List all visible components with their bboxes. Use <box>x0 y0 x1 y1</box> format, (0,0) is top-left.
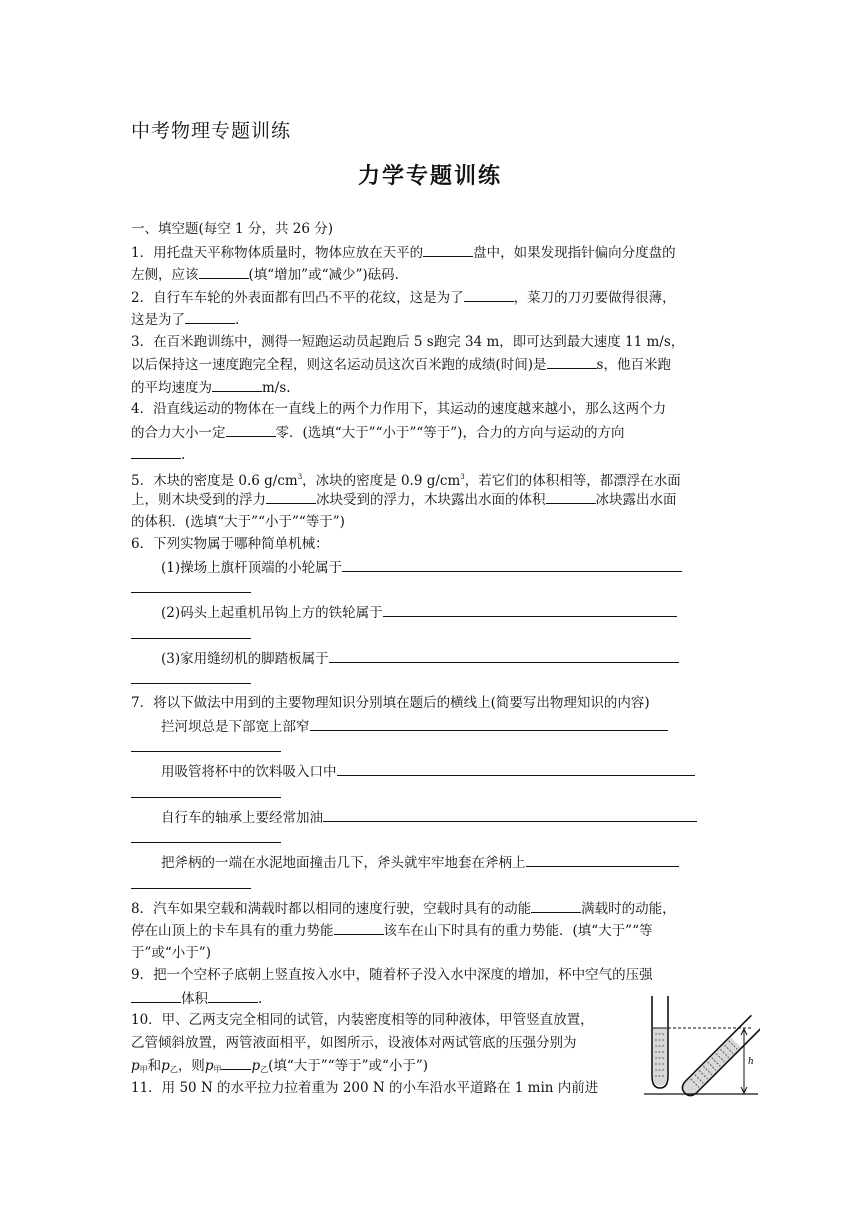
test-tubes-figure <box>642 994 760 1098</box>
answer-line <box>342 556 682 572</box>
q11-line1: 11．用 50 N 的水平拉力拉着重为 200 N 的小车沿水平道路在 1 min 内前进 <box>131 1079 599 1096</box>
answer-blank <box>221 1054 251 1070</box>
q5-line2: 上，则木块受到的浮力 冰块受到的浮力，木块露出水面的体积 冰块露出水面 <box>131 488 731 511</box>
q8-line3: 于”或“小于”) <box>131 944 211 961</box>
height-label: h <box>748 1057 754 1067</box>
answer-blank <box>423 241 473 257</box>
q7-item-4: 把斧柄的一端在水泥地面撞击几下，斧头就牢牢地套在斧柄上 <box>131 851 731 874</box>
q6-stem: 6．下列实物属于哪种简单机械： <box>131 536 329 552</box>
answer-blank <box>131 987 181 1003</box>
answer-line <box>526 851 679 867</box>
answer-line-continuation <box>131 874 251 889</box>
q4-line2: 的合力大小一定 零．(选填“大于”“小于”“等于”)，合力的方向与运动的方向 <box>131 421 731 444</box>
answer-blank <box>334 919 384 935</box>
q9-line2: 体积 . <box>131 987 731 1010</box>
document-body <box>131 218 731 1099</box>
q3-line2: 以后保持这一速度跑完全程，则这名运动员这次百米跑的成绩(时间)是 s，他百米跑 <box>131 353 731 376</box>
q4-line3: . <box>131 443 731 466</box>
answer-line <box>337 760 695 776</box>
q6-item-2: (2)码头上起重机吊钩上方的铁轮属于 <box>131 601 731 624</box>
q8-line2: 停在山顶上的卡车具有的重力势能 该车在山下时具有的重力势能．(填“大于”“等 <box>131 919 731 942</box>
answer-line <box>323 806 697 822</box>
q7-item-2: 用吸管将杯中的饮料吸入口中 <box>131 760 731 783</box>
answer-line-continuation <box>131 578 251 593</box>
q8-line1: 8．汽车如果空载和满载时都以相同的速度行驶，空载时具有的动能 满载时的动能， <box>131 897 731 920</box>
q10-line2: 乙管倾斜放置，两管液面相平，如图所示，设液体对两试管底的压强分别为 <box>131 1034 577 1051</box>
answer-line-continuation <box>131 624 251 639</box>
answer-line <box>310 715 668 731</box>
answer-line-continuation <box>131 828 281 843</box>
answer-blank <box>208 987 258 1003</box>
answer-line <box>329 647 679 663</box>
q1-line2: 左侧，应该 (填“增加”或“减少”)砝码. <box>131 263 731 286</box>
answer-blank <box>185 308 235 324</box>
vertical-tube <box>652 996 668 1088</box>
answer-blank <box>531 897 581 913</box>
answer-line-continuation <box>131 737 281 752</box>
q7-stem: 7．将以下做法中用到的主要物理知识分别填在题后的横线上(简要写出物理知识的内容) <box>131 695 650 711</box>
q7-item-3: 自行车的轴承上要经常加油 <box>131 806 731 829</box>
document-title: 力学专题训练 <box>357 164 502 189</box>
answer-line-continuation <box>131 783 281 798</box>
answer-line-continuation <box>131 669 251 684</box>
q4-line1: 4．沿直线运动的物体在一直线上的两个力作用下，其运动的速度越来越小，那么这两个力 <box>131 401 667 417</box>
answer-line <box>383 601 677 617</box>
answer-blank <box>464 286 514 302</box>
q6-item-1: (1)操场上旗杆顶端的小轮属于 <box>131 556 731 579</box>
height-arrow <box>741 1029 747 1093</box>
document-header: 中考物理专题训练 <box>131 120 292 142</box>
answer-blank <box>546 488 596 504</box>
section-heading: 一、填空题(每空 1 分，共 26 分) <box>131 221 333 237</box>
q7-item-1: 拦河坝总是下部宽上部窄 <box>131 715 731 738</box>
answer-blank <box>131 443 181 459</box>
q3-line1: 3．在百米跑训练中，测得一短跑运动员起跑后 5 s跑完 34 m，即可达到最大速度 11 m/s， <box>131 333 685 350</box>
answer-blank <box>266 488 316 504</box>
answer-blank <box>547 353 597 369</box>
q2-line2: 这是为了 . <box>131 308 731 331</box>
q9-line1: 9．把一个空杯子底朝上竖直按入水中，随着杯子没入水中深度的增加，杯中空气的压强 <box>131 967 653 983</box>
answer-blank <box>199 263 249 279</box>
q2-line1: 2．自行车车轮的外表面都有凹凸不平的花纹，这是为了 ，菜刀的刀刃要做得很薄， <box>131 286 731 309</box>
q3-line3: 的平均速度为 m/s. <box>131 376 731 399</box>
q6-item-3: (3)家用缝纫机的脚踏板属于 <box>131 647 731 670</box>
answer-blank <box>212 376 262 392</box>
answer-blank <box>226 421 276 437</box>
q5-line1: 5．木块的密度是 0.6 $g/cm^3$，冰块的密度是 0.9 $g/cm^3$，若它们的体积相等，都漂浮在水面 <box>131 472 681 489</box>
q1-line1: 1．用托盘天平称物体质量时，物体应放在天平的 盘中，如果发现指针偏向分度盘的 <box>131 241 731 264</box>
q5-line3: 的体积．(选填“大于”“小于”“等于”) <box>131 513 345 530</box>
q10-line1: 10．甲、乙两支完全相同的试管，内装密度相等的同种液体，甲管竖直放置， <box>131 1012 594 1028</box>
q10-line3: $p_甲$和$p_乙$，则$p_甲$ $p_乙$(填“大于”“等于”或“小于”) <box>131 1054 731 1077</box>
